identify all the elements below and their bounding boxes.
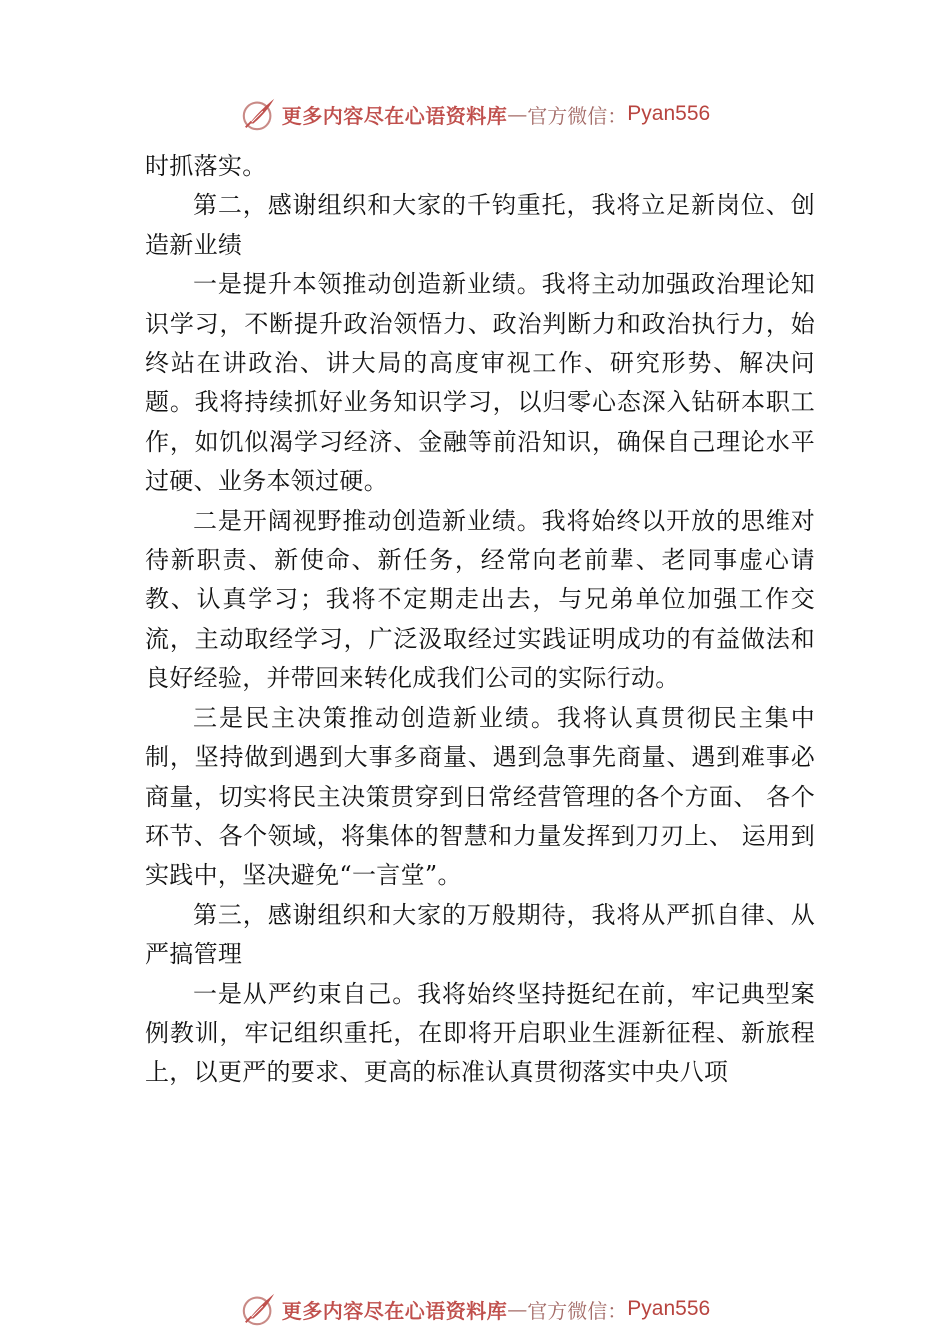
- paragraph-4: 二是开阔视野推动创造新业绩。我将始终以开放的思维对待新职责、新使命、新任务，经常向老前辈、老同事虚心请教、认真学习；我将不定期走出去，与兄弟单位加强工作交流，主动取经学习，广泛汲取经过实践证明成功的有益做法和良好经验，并带回来转化成我们公司的实际行动。: [145, 506, 815, 693]
- paragraph-2: 第二，感谢组织和大家的千钧重托，我将立足新岗位、创造新业绩: [145, 191, 815, 259]
- footer-contact-id: Pyan556: [627, 1297, 711, 1320]
- paragraph-7: 一是从严约束自己。我将始终坚持挺纪在前，牢记典型案例教训，牢记组织重托，在即将开启职业生涯新征程、新旅程上，以更严的要求、更高的标准认真贯彻落实中央八项: [145, 979, 815, 1087]
- paragraph-5: 三是民主决策推动创造新业绩。我将认真贯彻民主集中制，坚持做到遇到大事多商量、遇到急事先商量、遇到难事必商量，切实将民主决策贯穿到日常经营管理的各个方面、 各个环节、各个领域，将集体的智慧和力量发挥到刀刃上、 运用到实践中，坚决避免“一言堂”。: [145, 703, 815, 890]
- footer-contact-label: 官方微信：: [527, 1298, 628, 1323]
- document-body: [145, 147, 815, 1093]
- header-contact-label: 官方微信：: [527, 103, 628, 128]
- quill-logo-icon: [240, 1290, 278, 1328]
- header-contact-id: Pyan556: [627, 102, 711, 125]
- paragraph-6: 第三，感谢组织和大家的万般期待，我将从严抓自律、从严搞管理: [145, 900, 815, 969]
- header-banner: [0, 94, 950, 134]
- header-dash: —: [507, 102, 528, 126]
- paragraph-1: 时抓落实。: [145, 152, 267, 180]
- footer-slogan: 更多内容尽在心语资料库: [281, 1298, 508, 1323]
- quill-logo-icon: [240, 95, 278, 133]
- header-slogan: 更多内容尽在心语资料库: [281, 103, 508, 128]
- paragraph-3: 一是提升本领推动创造新业绩。我将主动加强政治理论知识学习，不断提升政治领悟力、政治判断力和政治执行力，始终站在讲政治、讲大局的高度审视工作、研究形势、解决问题。我将持续抓好业务知识学习，以归零心态深入钻研本职工作，如饥似渴学习经济、金融等前沿知识，确保自己理论水平过硬、业务本领过硬。: [145, 270, 815, 496]
- footer-banner: [0, 1289, 950, 1329]
- footer-dash: —: [507, 1297, 528, 1321]
